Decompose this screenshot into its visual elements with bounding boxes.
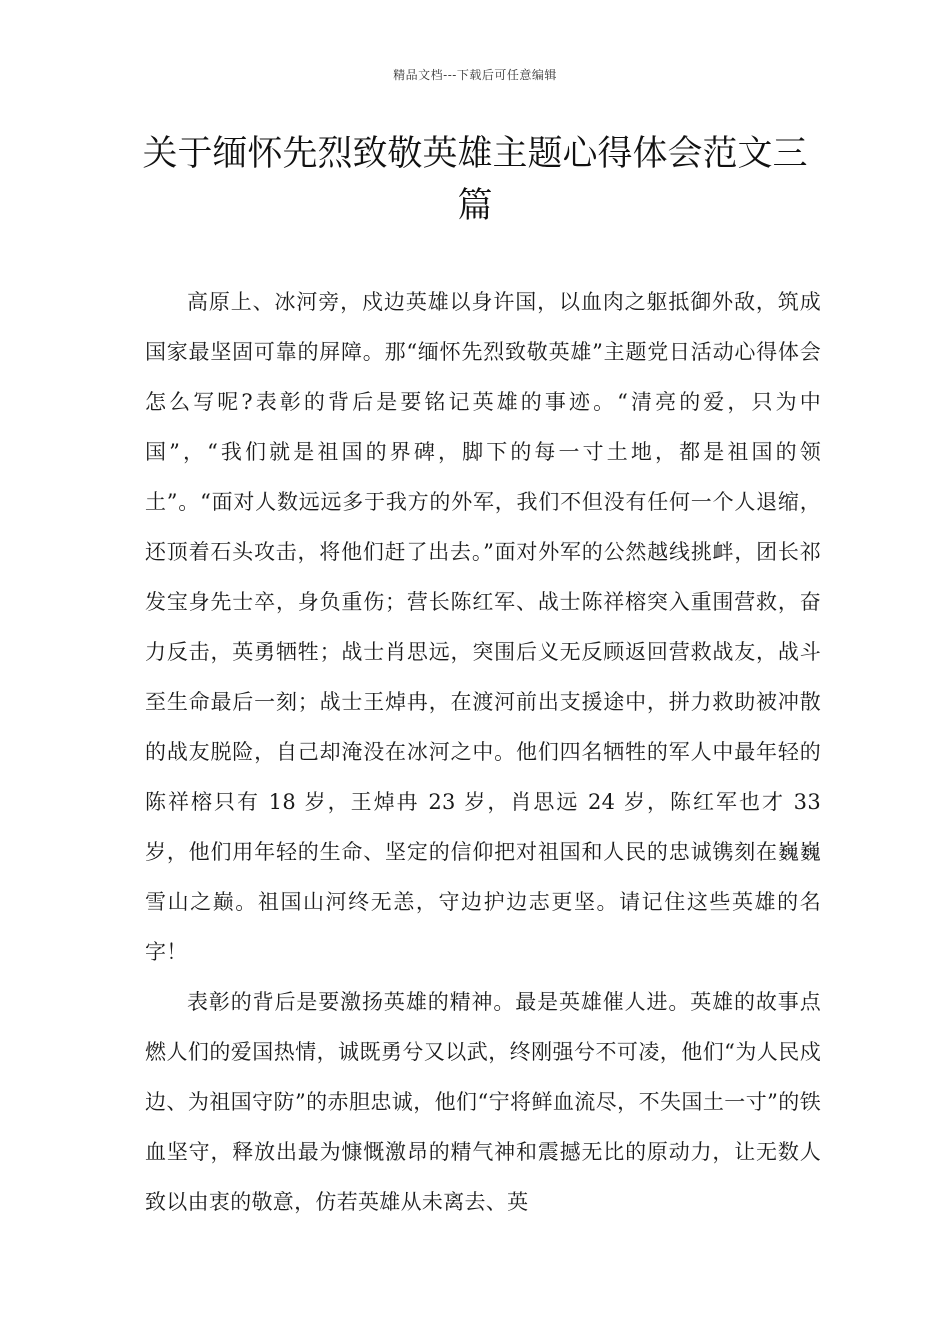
document-body [145, 277, 821, 1227]
body-paragraph: 高原上、冰河旁，戍边英雄以身许国，以血肉之躯抵御外敌，筑成国家最坚固可靠的屏障。那“缅怀先烈致敬英雄”主题党日活动心得体会怎么写呢?表彰的背后是要铭记英雄的事迹。“清亮的爱，只为中国”，“我们就是祖国的界碑，脚下的每一寸土地，都是祖国的领土”。“面对人数远远多于我方的外军，我们不但没有任何一个人退缩，还顶着石头攻击，将他们赶了出去。”面对外军的公然越线挑衅，团长祁发宝身先士卒，身负重伤；营长陈红军、战士陈祥榕突入重围营救，奋力反击，英勇牺牲；战士肖思远，突围后义无反顾返回营救战友，战斗至生命最后一刻；战士王焯冉，在渡河前出支援途中，拼力救助被冲散的战友脱险，自己却淹没在冰河之中。他们四名牺牲的军人中最年轻的陈祥榕只有 18 岁，王焯冉 23 岁，肖思远 24 岁，陈红军也才 33 岁，他们用年轻的生命、坚定的信仰把对祖国和人民的忠诚镌刻在巍巍雪山之巅。祖国山河终无恙，守边护边志更坚。请记住这些英雄的名字！ [145, 290, 821, 964]
document-title: 关于缅怀先烈致敬英雄主题心得体会范文三篇 [142, 134, 808, 226]
body-paragraph: 表彰的背后是要激扬英雄的精神。最是英雄催人进。英雄的故事点燃人们的爱国热情，诚既勇兮又以武，终刚强兮不可凌，他们“为人民戍边、为祖国守防”的赤胆忠诚，他们“宁将鲜血流尽，不失国土一寸”的铁血坚守，释放出最为慷慨激昂的精气神和震撼无比的原动力，让无数人致以由衷的敬意，仿若英雄从未离去、英 [145, 990, 821, 1214]
page-header: 精品文档---下载后可任意编辑 [393, 68, 557, 82]
